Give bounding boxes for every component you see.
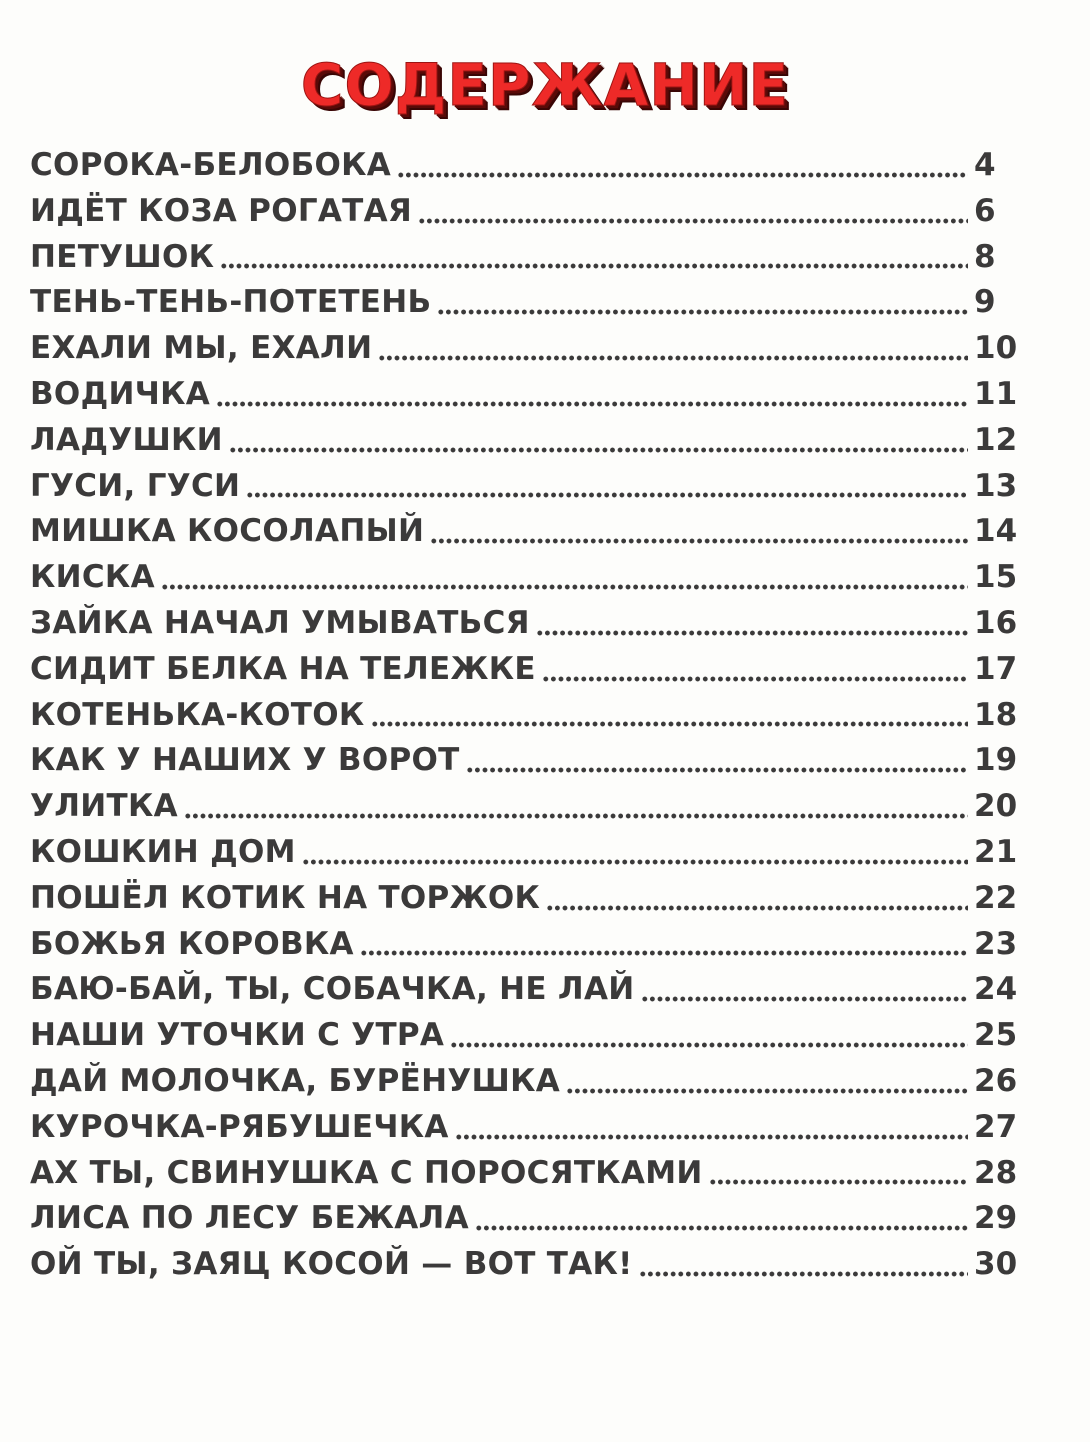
dot-leader	[475, 1225, 968, 1231]
toc-entry-page-number: 8	[974, 238, 996, 275]
dot-leader	[184, 813, 968, 819]
toc-entry-page-number: 9	[974, 284, 996, 321]
toc-entry-page-number: 13	[974, 467, 1018, 504]
toc-entry-page-number: 28	[974, 1154, 1018, 1191]
toc-entry-title: ЕХАЛИ МЫ, ЕХАЛИ	[30, 330, 373, 367]
toc-entry-page-number: 14	[974, 513, 1018, 550]
toc-entry-title: СОРОКА-БЕЛОБОКА	[30, 147, 392, 183]
toc-entry-title: КОТЕНЬКА-КОТОК	[30, 696, 365, 733]
dot-leader	[302, 859, 968, 865]
toc-entry[interactable]	[30, 876, 1020, 922]
toc-entry-title: КАК У НАШИХ У ВОРОТ	[30, 742, 460, 779]
toc-entry[interactable]	[30, 1059, 1020, 1105]
dot-leader	[360, 950, 968, 956]
toc-entry-title: ОЙ ТЫ, ЗАЯЦ КОСОЙ — ВОТ ТАК!	[30, 1246, 633, 1283]
toc-entry-page-number: 10	[974, 330, 1018, 367]
toc-entry-page-number: 11	[974, 375, 1018, 412]
dot-leader	[455, 1134, 968, 1140]
toc-entry-title: ЛАДУШКИ	[30, 421, 223, 458]
toc-entry-title: УЛИТКА	[30, 788, 178, 825]
dot-leader	[378, 355, 968, 361]
toc-entry-title: ЗАЙКА НАЧАЛ УМЫВАТЬСЯ	[30, 604, 530, 641]
toc-entry-title: ЛИСА ПО ЛЕСУ БЕЖАЛА	[30, 1200, 469, 1237]
dot-leader	[418, 218, 968, 224]
toc-entry-title: БАЮ-БАЙ, ТЫ, СОБАЧКА, НЕ ЛАЙ	[30, 971, 635, 1008]
toc-entry[interactable]	[30, 967, 1020, 1013]
toc-entry-title: ИДЁТ КОЗА РОГАТАЯ	[30, 192, 413, 229]
toc-entry-title: ПОШЁЛ КОТИК НА ТОРЖОК	[30, 879, 541, 916]
toc-entry[interactable]	[30, 1196, 1020, 1242]
dot-leader	[430, 538, 968, 544]
toc-entry-title: БОЖЬЯ КОРОВКА	[30, 925, 354, 962]
toc-entry[interactable]	[30, 372, 1020, 418]
toc-list	[30, 143, 1020, 1288]
toc-entry-title: ПЕТУШОК	[30, 238, 215, 275]
toc-entry[interactable]	[30, 143, 1020, 189]
toc-entry-page-number: 6	[974, 192, 996, 229]
toc-entry-page-number: 16	[974, 604, 1018, 641]
toc-entry[interactable]	[30, 1151, 1020, 1197]
toc-entry-page-number: 17	[974, 650, 1018, 687]
toc-entry-title: СИДИТ БЕЛКА НА ТЕЛЕЖКЕ	[30, 650, 536, 687]
toc-entry-title: НАШИ УТОЧКИ С УТРА	[30, 1017, 445, 1054]
toc-entry-page-number: 12	[974, 421, 1018, 458]
toc-entry-title: КИСКА	[30, 559, 155, 596]
toc-entry[interactable]	[30, 738, 1020, 784]
dot-leader	[450, 1042, 968, 1048]
toc-entry[interactable]	[30, 235, 1020, 281]
toc-entry[interactable]	[30, 693, 1020, 739]
toc-entry-page-number: 21	[974, 833, 1018, 870]
dot-leader	[161, 584, 968, 590]
dot-leader	[246, 492, 968, 498]
dot-leader	[466, 767, 968, 773]
toc-entry-page-number: 4	[974, 147, 996, 183]
toc-entry[interactable]	[30, 1013, 1020, 1059]
dot-leader	[216, 401, 968, 407]
toc-entry-title: АХ ТЫ, СВИНУШКА С ПОРОСЯТКАМИ	[30, 1154, 703, 1191]
toc-entry[interactable]	[30, 280, 1020, 326]
toc-entry-title: ГУСИ, ГУСИ	[30, 467, 241, 504]
toc-entry[interactable]	[30, 922, 1020, 968]
dot-leader	[709, 1179, 968, 1185]
toc-entry-page-number: 24	[974, 971, 1018, 1008]
toc-entry[interactable]	[30, 784, 1020, 830]
toc-entry-page-number: 29	[974, 1200, 1018, 1237]
toc-entry-page-number: 15	[974, 559, 1018, 596]
toc-entry[interactable]	[30, 830, 1020, 876]
dot-leader	[371, 721, 968, 727]
toc-entry-page-number: 25	[974, 1017, 1018, 1054]
toc-entry[interactable]	[30, 189, 1020, 235]
toc-entry[interactable]	[30, 647, 1020, 693]
toc-entry-page-number: 26	[974, 1062, 1018, 1099]
toc-entry[interactable]	[30, 1242, 1020, 1288]
toc-entry-page-number: 19	[974, 742, 1018, 779]
dot-leader	[546, 905, 968, 911]
toc-entry-page-number: 23	[974, 925, 1018, 962]
toc-entry-title: КУРОЧКА-РЯБУШЕЧКА	[30, 1108, 449, 1145]
toc-entry-page-number: 30	[974, 1246, 1018, 1283]
toc-entry-title: КОШКИН ДОМ	[30, 833, 296, 870]
dot-leader	[437, 309, 968, 315]
toc-entry[interactable]	[30, 418, 1020, 464]
toc-entry[interactable]	[30, 1105, 1020, 1151]
dot-leader	[542, 676, 968, 682]
toc-entry[interactable]	[30, 326, 1020, 372]
dot-leader	[641, 996, 968, 1002]
toc-entry-title: ТЕНЬ-ТЕНЬ-ПОТЕТЕНЬ	[30, 284, 432, 321]
toc-entry-title: МИШКА КОСОЛАПЫЙ	[30, 513, 425, 550]
page-title: СОДЕРЖАНИЕ	[300, 51, 790, 119]
toc-entry[interactable]	[30, 555, 1020, 601]
toc-entry-page-number: 20	[974, 788, 1018, 825]
toc-entry[interactable]	[30, 464, 1020, 510]
dot-leader	[229, 447, 968, 453]
dot-leader	[536, 630, 968, 636]
toc-entry-page-number: 22	[974, 879, 1018, 916]
toc-entry-title: ДАЙ МОЛОЧКА, БУРЁНУШКА	[30, 1062, 561, 1099]
toc-entry-title: ВОДИЧКА	[30, 375, 211, 412]
toc-entry-page-number: 27	[974, 1108, 1018, 1145]
dot-leader	[566, 1088, 968, 1094]
dot-leader	[639, 1271, 968, 1277]
toc-entry-page-number: 18	[974, 696, 1018, 733]
dot-leader	[397, 172, 968, 178]
toc-entry[interactable]	[30, 601, 1020, 647]
dot-leader	[220, 263, 968, 269]
toc-entry[interactable]	[30, 509, 1020, 555]
